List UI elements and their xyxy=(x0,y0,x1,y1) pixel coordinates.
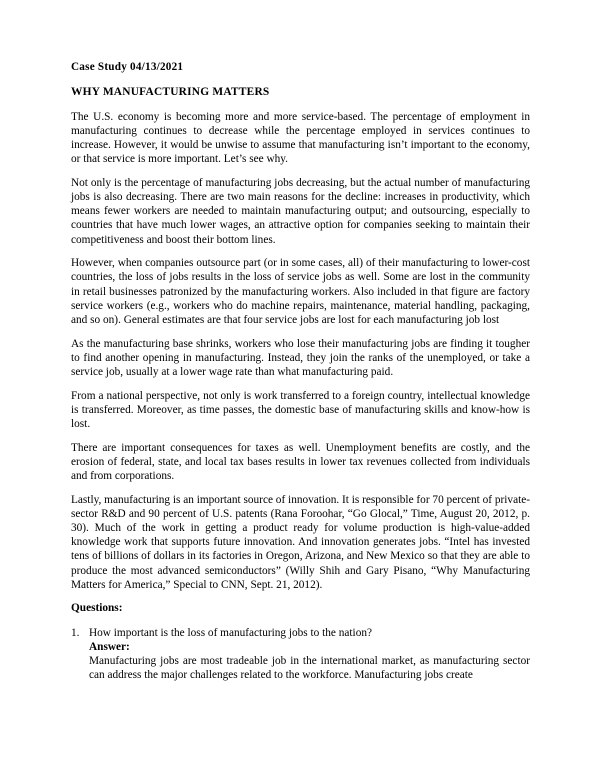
paragraph-6: There are important consequences for taxes as well. Unemployment benefits are costly, and the erosion of federal, state, and local tax bases results in lower tax revenues collected from individuals and from corporations. xyxy=(71,441,530,482)
page-title: WHY MANUFACTURING MATTERS xyxy=(71,85,270,98)
answer-text: Manufacturing jobs are most tradeable job in the international market, as manufacturing sector can address the major challenges related to the workforce. Manufacturing jobs create xyxy=(89,654,530,682)
paragraph-5: From a national perspective, not only is work transferred to a foreign country, intellectual knowledge is transferred. Moreover, as time passes, the domestic base of manufacturing skills and know-how is lost. xyxy=(71,389,530,430)
paragraph-3: However, when companies outsource part (or in some cases, all) of their manufacturing to lower-cost countries, the loss of jobs results in the loss of service jobs as well. Some are lost in the community in retail businesses patronized by the manufacturing workers. Also included in that figure are factory service workers (e.g., workers who do machine repairs, maintenance, material handling, packaging, and so on). General estimates are that four service jobs are lost for each manufacturing job lost xyxy=(71,257,530,326)
question-text: How important is the loss of manufacturing jobs to the nation? xyxy=(89,626,373,639)
answer-label: Answer: xyxy=(89,640,130,653)
list-item xyxy=(71,626,530,683)
paragraph-2: Not only is the percentage of manufacturing jobs decreasing, but the actual number of manufacturing jobs is also decreasing. There are two main reasons for the decline: increases in productivity, which means fewer workers are needed to maintain manufacturing output; and outsourcing, especially to countries that have much lower wages, an attractive option for companies seeking to maintain their competitiveness and boost their bottom lines. xyxy=(71,176,530,246)
questions-heading: Questions: xyxy=(71,602,123,615)
paragraph-4: As the manufacturing base shrinks, workers who lose their manufacturing jobs are finding it tougher to find another opening in manufacturing. Instead, they join the ranks of the unemployed, or take a service job, usually at a lower wage rate than what manufacturing paid. xyxy=(71,337,530,378)
paragraph-7: Lastly, manufacturing is an important source of innovation. It is responsible for 70 percent of private-sector R&D and 90 percent of U.S. patents (Rana Foroohar, “Go Glocal,” Time, August 20, 2012, p. 30). Much of the work in getting a product ready for volume production is high-value-added knowledge work that supports future innovation. And innovation generates jobs. “Intel has invested tens of billions of dollars in its factories in Oregon, Arizona, and New Mexico so that they are able to produce the most advanced semiconductors” (Willy Shih and Gary Pisano, “Why Manufacturing Matters for America,” Special to CNN, Sept. 21, 2012). xyxy=(71,493,530,591)
paragraph-1: The U.S. economy is becoming more and more service-based. The percentage of employment in manufacturing continues to decrease while the percentage employed in services continues to increase. However, it would be unwise to assume that manufacturing isn’t important to the economy, or that service is more important. Let’s see why. xyxy=(71,110,530,166)
case-study-header: Case Study 04/13/2021 xyxy=(71,61,184,73)
questions-list xyxy=(71,626,530,683)
list-item-marker: 1. xyxy=(71,626,80,639)
